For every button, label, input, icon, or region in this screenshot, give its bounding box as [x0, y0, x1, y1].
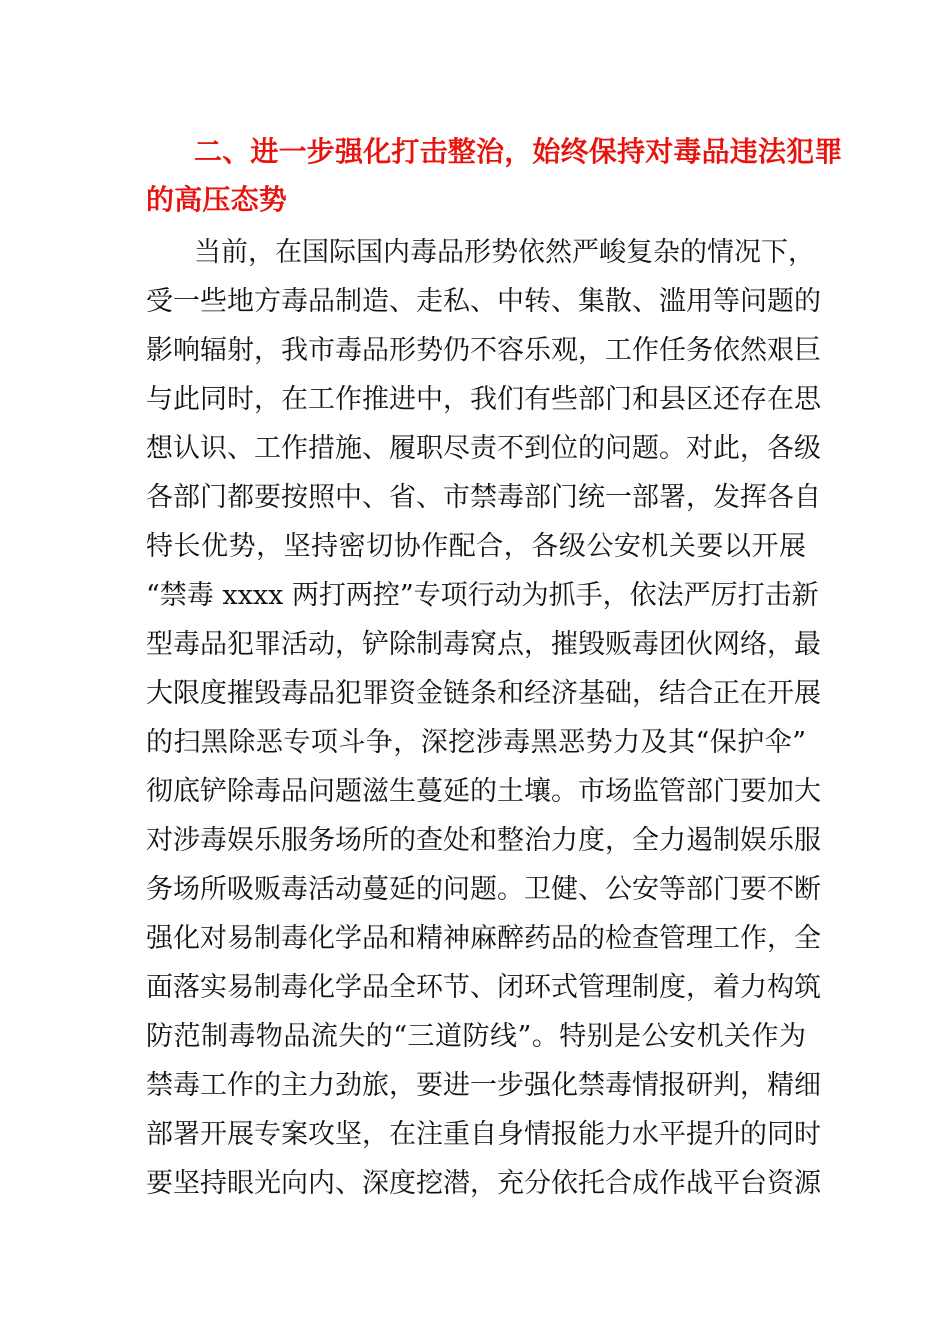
- body-line: 与此同时，在工作推进中，我们有些部门和县区还存在思: [146, 384, 821, 415]
- body-line: 禁毒工作的主力劲旅，要进一步强化禁毒情报研判，精细: [146, 1070, 821, 1101]
- body-line: 各部门都要按照中、省、市禁毒部门统一部署，发挥各自: [146, 482, 821, 513]
- body-line: 要坚持眼光向内、深度挖潜，充分依托合成作战平台资源: [146, 1168, 821, 1199]
- body-line: 的扫黑除恶专项斗争，深挖涉毒黑恶势力及其“保护伞”: [146, 727, 806, 758]
- body-line: 当前，在国际国内毒品形势依然严峻复杂的情况下，: [194, 237, 815, 268]
- body-line: 强化对易制毒化学品和精神麻醉药品的检查管理工作，全: [146, 923, 821, 954]
- body-line: 影响辐射，我市毒品形势仍不容乐观，工作任务依然艰巨: [146, 335, 821, 366]
- body-line: 受一些地方毒品制造、走私、中转、集散、滥用等问题的: [146, 286, 821, 317]
- section-heading-line-1: 二、进一步强化打击整治，始终保持对毒品违法犯罪: [194, 135, 843, 168]
- body-line: 想认识、工作措施、履职尽责不到位的问题。对此，各级: [146, 433, 821, 464]
- body-line: 防范制毒物品流失的“三道防线”。特别是公安机关作为: [146, 1021, 806, 1052]
- body-line: 面落实易制毒化学品全环节、闭环式管理制度，着力构筑: [146, 972, 821, 1003]
- section-heading-line-2: 的高压态势: [146, 183, 288, 216]
- body-line: 型毒品犯罪活动，铲除制毒窝点，摧毁贩毒团伙网络，最: [146, 629, 821, 660]
- body-line: 大限度摧毁毒品犯罪资金链条和经济基础，结合正在开展: [146, 678, 821, 709]
- body-line: 特长优势，坚持密切协作配合，各级公安机关要以开展: [146, 531, 806, 562]
- body-line: “禁毒 xxxx 两打两控”专项行动为抓手，依法严厉打击新: [146, 580, 819, 611]
- body-line: 彻底铲除毒品问题滋生蔓延的土壤。市场监管部门要加大: [146, 776, 821, 807]
- body-line: 务场所吸贩毒活动蔓延的问题。卫健、公安等部门要不断: [146, 874, 821, 905]
- body-line: 对涉毒娱乐服务场所的查处和整治力度，全力遏制娱乐服: [146, 825, 821, 856]
- body-line: 部署开展专案攻坚，在注重自身情报能力水平提升的同时: [146, 1119, 821, 1150]
